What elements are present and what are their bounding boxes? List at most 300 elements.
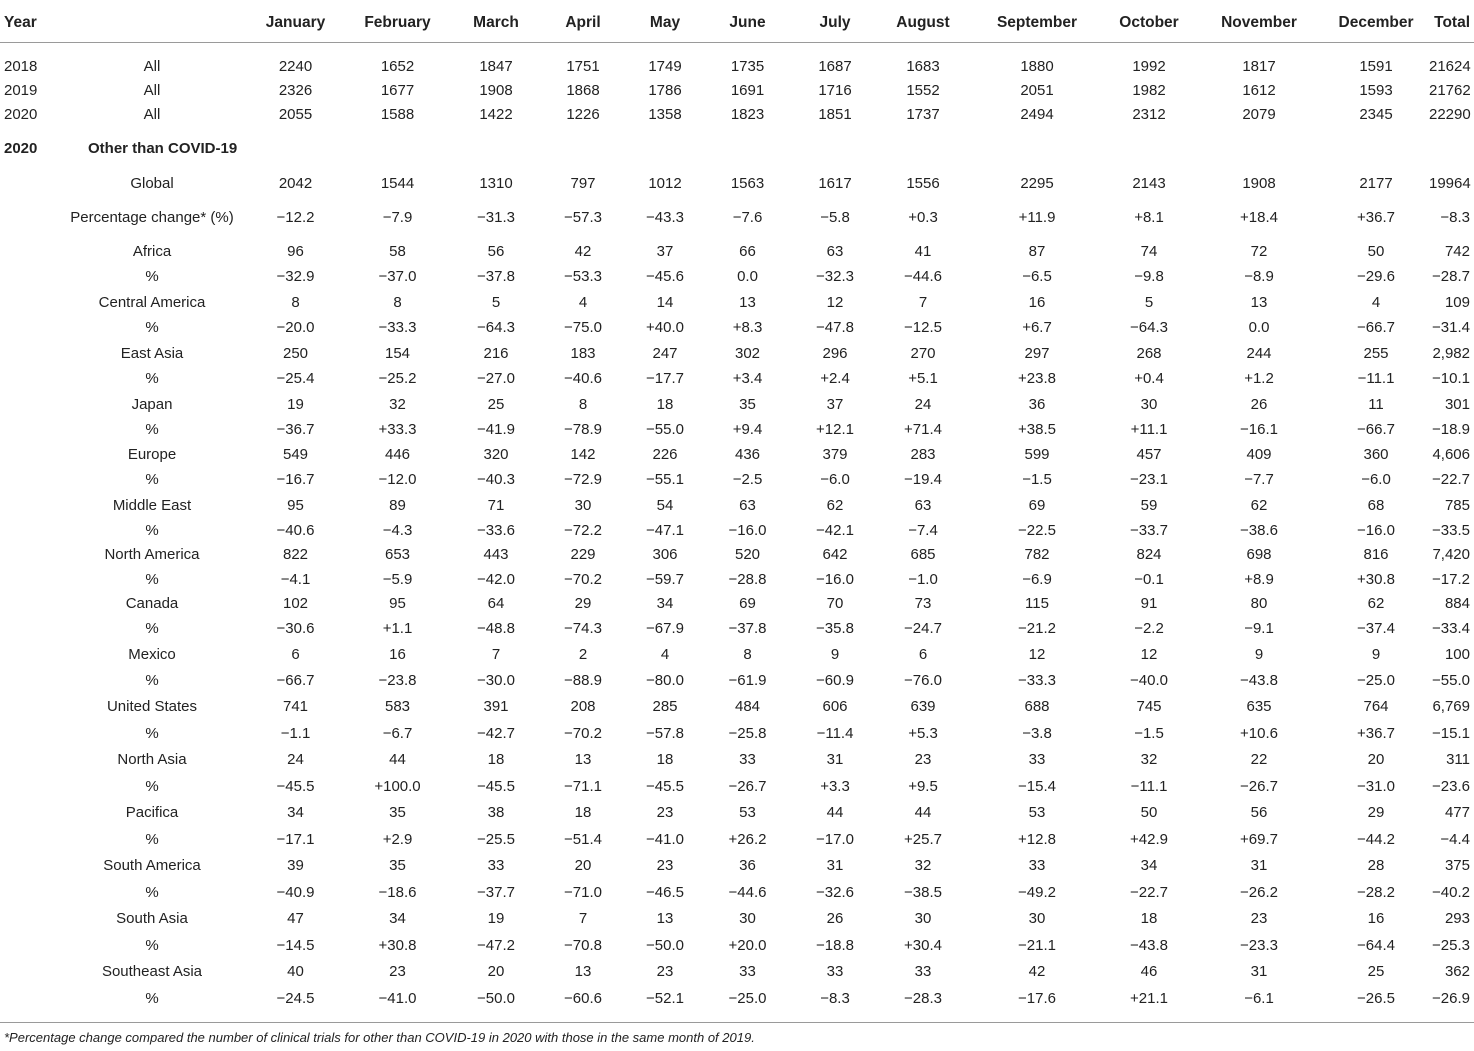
value-cell: −12.5 [904,319,942,336]
value-cell [875,127,971,171]
year-cell [0,467,52,493]
value-cell: +8.3 [732,319,763,336]
value-cell: −37.4 [1357,620,1395,637]
category-cell: All [143,58,161,75]
value-cell: 306 [652,546,678,563]
value-cell: 583 [384,698,411,715]
category-cell: % [145,883,159,901]
value-cell: −31.3 [477,209,515,226]
table-row [0,879,1474,906]
table-row [0,493,1474,518]
column-header: January [252,4,339,43]
value-cell: −25.5 [477,830,515,848]
value-cell: 244 [1246,344,1272,362]
value-cell: −55.0 [646,421,684,438]
value-cell: 5 [1144,293,1154,311]
value-cell: 9 [830,645,840,663]
category-cell: Other than COVID-19 [88,140,238,157]
category-cell: % [145,521,159,539]
value-cell: −80.0 [646,671,684,689]
value-cell: −74.3 [564,620,602,637]
category-cell: % [145,989,159,1007]
value-cell: 23 [656,804,674,821]
value-cell: +8.9 [1244,570,1274,588]
value-cell: −41.0 [646,830,684,848]
value-cell: −7.4 [908,521,938,539]
value-cell: +42.9 [1130,830,1168,848]
year-cell [0,773,52,800]
value-cell: −66.7 [276,671,315,689]
column-header: Total [1429,4,1474,43]
value-cell: 296 [822,344,848,362]
value-cell: −33.4 [1432,620,1470,637]
value-cell: −72.2 [564,521,602,539]
value-cell: 1552 [906,82,940,99]
table-row [0,694,1474,720]
value-cell: −30.6 [276,620,315,637]
column-header: February [339,4,456,43]
category-cell: % [145,724,159,742]
value-cell: 293 [1444,910,1470,927]
year-cell [0,341,52,366]
value-cell: 247 [652,344,678,362]
value-cell: 29 [1367,804,1385,821]
value-cell: −60.6 [564,989,602,1007]
year-cell [0,853,52,879]
value-cell [1323,127,1429,171]
value-cell: 14 [656,293,674,311]
value-cell: 25 [487,395,505,413]
value-cell: +3.4 [732,370,763,387]
value-cell: 1563 [730,174,765,192]
value-cell: 1612 [1242,82,1276,99]
value-cell: 797 [570,174,596,192]
value-cell: −22.7 [1130,883,1168,901]
value-cell: 47 [287,910,304,927]
value-cell: 34 [389,910,406,927]
value-cell: −41.0 [378,989,417,1007]
year-cell [0,290,52,315]
value-cell: 142 [570,446,596,463]
value-cell: 2240 [278,58,313,75]
value-cell: −18.9 [1432,421,1470,438]
year-cell [0,642,52,667]
value-cell: 35 [389,804,406,821]
value-cell: −18.6 [378,883,417,901]
value-cell: 741 [282,698,309,715]
value-cell: −37.8 [477,268,515,285]
table-row [0,773,1474,800]
value-cell: 42 [574,243,592,260]
value-cell: 115 [1025,595,1049,612]
value-cell: 73 [914,595,932,612]
value-cell: 23 [914,751,932,768]
value-cell: 58 [389,243,406,260]
value-cell: −17.6 [1018,989,1056,1007]
value-cell: −40.0 [1130,671,1168,689]
value-cell: 2312 [1132,106,1166,123]
value-cell: 64 [487,595,505,612]
value-cell: 216 [483,344,509,362]
year-cell [0,543,52,567]
value-cell: 1737 [906,106,940,123]
value-cell: 38 [487,804,505,821]
table-row [0,826,1474,853]
value-cell: 443 [483,546,509,563]
value-cell: −38.5 [904,883,942,901]
value-cell: 2345 [1359,106,1393,123]
value-cell [795,127,875,171]
value-cell: 1847 [479,58,513,75]
value-cell: −26.7 [728,777,767,795]
value-cell: 12 [826,293,844,311]
value-cell: 302 [734,344,761,362]
value-cell: 6 [291,645,300,663]
value-cell: +5.3 [908,724,938,742]
value-cell: 33 [1028,857,1046,874]
value-cell: −40.3 [477,471,515,488]
value-cell: 109 [1444,293,1470,311]
value-cell: 362 [1444,963,1470,980]
value-cell: −44.6 [728,883,767,901]
value-cell: 8 [393,293,402,311]
value-cell: 33 [739,963,756,980]
value-cell: −59.7 [646,570,684,588]
value-cell: +9.4 [732,421,763,438]
value-cell: 2143 [1132,174,1166,192]
value-cell: 154 [384,344,411,362]
value-cell: −4.1 [280,570,311,588]
value-cell: 5 [491,293,501,311]
year-cell [0,800,52,826]
column-header: March [456,4,536,43]
value-cell: 8 [291,293,300,311]
value-cell: −23.6 [1432,777,1470,795]
value-cell: 30 [739,910,756,927]
value-cell: 599 [1024,446,1050,463]
value-cell: 1908 [1242,174,1276,192]
value-cell: 29 [574,595,592,612]
value-cell: 34 [1140,857,1158,874]
value-cell: 764 [1363,698,1389,715]
value-cell: +11.1 [1130,421,1168,438]
value-cell [971,127,1103,171]
value-cell: 74 [1140,243,1158,260]
value-cell [1195,127,1323,171]
value-cell: 477 [1444,804,1470,821]
value-cell: 2042 [278,174,313,192]
value-cell: −66.7 [1357,319,1395,336]
year-cell [0,196,52,240]
value-cell: 13 [574,751,592,768]
value-cell: −24.5 [276,989,315,1007]
table-row [0,240,1474,264]
value-cell: 457 [1136,446,1162,463]
value-cell: −23.3 [1240,936,1278,954]
value-cell: −46.5 [646,883,684,901]
table-row [0,959,1474,985]
year-cell [0,567,52,592]
value-cell: −37.7 [477,883,515,901]
value-cell: −55.1 [646,471,684,488]
value-cell: 301 [1444,395,1470,413]
value-cell: −2.5 [732,471,763,488]
table-row [0,518,1474,543]
value-cell: −45.6 [646,268,684,285]
value-cell: −61.9 [728,671,767,689]
value-cell: 18 [1140,910,1158,927]
value-cell: −32.9 [276,268,315,285]
value-cell: −4.3 [382,521,413,539]
value-cell: −14.5 [276,936,315,954]
category-cell: All [143,106,161,123]
value-cell: −76.0 [904,671,942,689]
table-row [0,567,1474,592]
value-cell: −7.6 [732,209,763,226]
value-cell: −36.7 [276,421,315,438]
value-cell: −17.7 [646,370,684,387]
value-cell: −26.5 [1357,989,1395,1007]
value-cell: 549 [282,446,309,463]
value-cell: +21.1 [1130,989,1168,1007]
column-header: October [1103,4,1195,43]
value-cell: −30.0 [477,671,515,689]
value-cell: −28.7 [1432,268,1470,285]
year-cell [0,879,52,906]
value-cell: +2.9 [382,830,413,848]
value-cell: 31 [1250,857,1268,874]
column-header: May [630,4,700,43]
table-row [0,171,1474,196]
value-cell: 53 [1028,804,1046,821]
value-cell: −11.1 [1130,777,1168,795]
value-cell: 22290 [1429,106,1471,123]
table-row [0,592,1474,616]
value-cell: −33.3 [378,319,417,336]
value-cell: −47.2 [477,936,515,954]
value-cell: −28.3 [904,989,942,1007]
value-cell: 1786 [648,82,682,99]
year-cell [0,906,52,932]
value-cell: 50 [1367,243,1385,260]
value-cell: −6.1 [1244,989,1274,1007]
value-cell: −15.1 [1432,724,1470,742]
category-cell: Pacifica [125,804,179,821]
year-cell [0,264,52,290]
value-cell: 270 [910,344,936,362]
value-cell: 12 [1028,645,1046,663]
value-cell: 1982 [1132,82,1166,99]
value-cell: 4 [1371,293,1381,311]
year-cell [0,616,52,642]
value-cell: −52.1 [646,989,684,1007]
value-cell: −41.9 [477,421,515,438]
value-cell: −50.0 [646,936,684,954]
value-cell: 18 [487,751,505,768]
category-cell: South Asia [116,910,188,927]
value-cell: +25.7 [904,830,942,848]
value-cell: −40.9 [276,883,315,901]
value-cell: −10.1 [1432,370,1470,387]
value-cell: 379 [822,446,848,463]
value-cell: 20 [574,857,592,874]
value-cell: −45.5 [477,777,515,795]
value-cell: −43.8 [1130,936,1168,954]
value-cell: 31 [1250,963,1268,980]
column-header [52,4,252,43]
value-cell: 22 [1250,751,1268,768]
value-cell: 1588 [380,106,415,123]
value-cell: 13 [739,293,756,311]
value-cell: 31 [826,751,844,768]
table-row [0,747,1474,773]
value-cell: 320 [483,446,509,463]
value-cell: −50.0 [477,989,515,1007]
header-row [0,4,1474,43]
value-cell: −25.2 [378,370,417,387]
value-cell: −25.4 [276,370,315,387]
value-cell: 1591 [1359,58,1393,75]
value-cell: −57.3 [564,209,602,226]
value-cell: 311 [1446,751,1470,768]
value-cell: +71.4 [904,421,942,438]
value-cell: 1880 [1020,58,1054,75]
value-cell: 36 [1028,395,1046,413]
value-cell: 102 [282,595,309,612]
spacer-row [0,43,1474,56]
value-cell: 30 [914,910,932,927]
value-cell: −22.5 [1018,521,1056,539]
value-cell: −66.7 [1357,421,1395,438]
value-cell: 13 [574,963,592,980]
table-row [0,366,1474,392]
value-cell: 28 [1367,857,1385,874]
value-cell: −17.2 [1432,570,1470,588]
value-cell: 30 [574,496,592,514]
value-cell: 360 [1363,446,1389,463]
value-cell: −1.1 [280,724,311,742]
year-cell [0,240,52,264]
value-cell: −60.9 [816,671,854,689]
value-cell: 6,769 [1432,698,1470,715]
value-cell: 250 [282,344,309,362]
value-cell: −47.1 [646,521,684,539]
table-row [0,720,1474,747]
value-cell: 1868 [566,82,600,99]
value-cell: 95 [389,595,406,612]
value-cell: −24.7 [904,620,942,637]
value-cell: 20 [487,963,505,980]
value-cell: 19964 [1429,174,1471,192]
value-cell: 39 [287,857,304,874]
bottom-rule [0,1022,1474,1023]
category-cell: North America [104,546,200,563]
value-cell: 208 [570,698,596,715]
value-cell: 13 [1250,293,1268,311]
value-cell: 46 [1140,963,1158,980]
value-cell: −11.1 [1357,370,1395,387]
value-cell: −11.4 [816,724,854,742]
table-row [0,616,1474,642]
value-cell: +33.3 [378,421,417,438]
value-cell: 2055 [278,106,313,123]
value-cell: 40 [287,963,304,980]
year-cell: 2019 [4,82,38,99]
value-cell: 7 [491,645,501,663]
value-cell: −6.9 [1022,570,1052,588]
value-cell: −15.4 [1018,777,1056,795]
value-cell: −23.1 [1130,471,1168,488]
value-cell: 1012 [648,174,682,192]
value-cell [252,127,339,171]
value-cell: −21.2 [1018,620,1056,637]
value-cell: −9.8 [1134,268,1164,285]
value-cell: +12.1 [816,421,854,438]
value-cell: 824 [1136,546,1162,563]
value-cell: 37 [826,395,844,413]
value-cell: −17.1 [276,830,315,848]
value-cell: 782 [1024,546,1050,563]
value-cell: 25 [1367,963,1385,980]
table-row [0,103,1474,127]
table-row [0,906,1474,932]
value-cell: 71 [487,496,505,514]
value-cell [630,127,700,171]
value-cell: 1749 [648,58,682,75]
category-cell: Mexico [128,645,176,663]
table-row [0,543,1474,567]
table-row [0,315,1474,341]
value-cell: 7 [918,293,928,311]
value-cell: −75.0 [564,319,602,336]
value-cell: 44 [914,804,932,821]
value-cell: 7,420 [1432,546,1470,563]
column-header: June [700,4,795,43]
year-cell [0,959,52,985]
clinical-trials-table [0,4,1474,1012]
table-row [0,667,1474,694]
value-cell: −5.8 [820,209,850,226]
year-cell [0,315,52,341]
value-cell: 9 [1254,645,1264,663]
value-cell: +10.6 [1240,724,1278,742]
value-cell: 56 [487,243,505,260]
value-cell: −40.6 [564,370,602,387]
value-cell: 1652 [380,58,415,75]
year-cell [0,366,52,392]
value-cell: +38.5 [1018,421,1056,438]
value-cell: 18 [656,395,674,413]
category-cell: % [145,370,159,387]
table-row [0,642,1474,667]
value-cell: 229 [570,546,596,563]
value-cell: +5.1 [908,370,938,387]
value-cell: 34 [656,595,674,612]
value-cell: −16.0 [816,570,854,588]
value-cell: −42.7 [477,724,515,742]
value-cell: −19.4 [904,471,942,488]
value-cell: 183 [570,344,596,362]
value-cell [456,127,536,171]
value-cell: 87 [1028,243,1046,260]
category-cell: % [145,319,159,336]
value-cell: +2.4 [820,370,850,387]
value-cell: 1691 [730,82,765,99]
value-cell: 4 [578,293,588,311]
column-header: Year [0,4,52,43]
value-cell: −16.1 [1240,421,1278,438]
value-cell: 21762 [1429,82,1471,99]
